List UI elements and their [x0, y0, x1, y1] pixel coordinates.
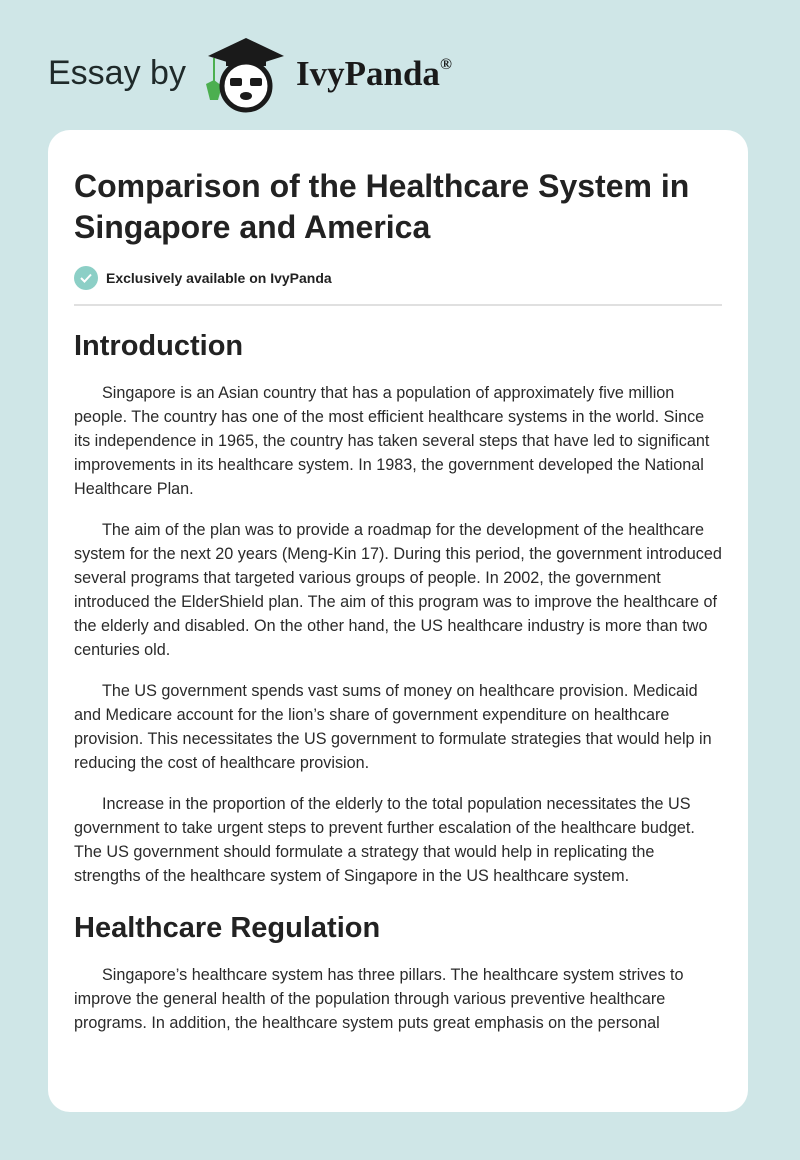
check-icon: [74, 266, 98, 290]
article-card: [48, 130, 748, 1112]
divider: [74, 304, 722, 306]
exclusive-badge: [74, 266, 722, 290]
brand-name[interactable]: [296, 54, 452, 94]
paragraph: Singapore’s healthcare system has three pillars. The healthcare system strives to improve the general health of the population through various preventive healthcare programs. In addition, the healthcare system puts great emphasis on the personal: [74, 966, 684, 1032]
ivypanda-logo-icon[interactable]: [200, 34, 290, 114]
brand-text: IvyPanda: [296, 54, 440, 93]
badge-text: Exclusively available on IvyPanda: [106, 270, 332, 286]
paragraph: The US government spends vast sums of money on healthcare provision. Medicaid and Medicare account for the lion’s share of government expenditure on healthcare provision. This necessitates the US government to formulate strategies that would help in reducing the cost of healthcare provision.: [74, 682, 712, 772]
essay-by-label: Essay by: [48, 54, 186, 92]
paragraph: The aim of the plan was to provide a roadmap for the development of the healthcare system for the next 20 years (Meng-Kin 17). During this period, the government introduced several programs that targeted various groups of people. In 2002, the government introduced the ElderShield plan. The aim of this program was to improve the healthcare of the elderly and disabled. On the other hand, the US healthcare industry is more than two centuries old.: [74, 521, 722, 659]
section-healthcare-regulation: [74, 912, 722, 1035]
article-title: Comparison of the Healthcare System in Singapore and America: [74, 168, 690, 245]
paragraph: Increase in the proportion of the elderly to the total population necessitates the US government to take urgent steps to prevent further escalation of the healthcare budget. The US government should formulate a strategy that would help in replicating the strengths of the healthcare system of Singapore in the US healthcare system.: [74, 795, 695, 885]
paragraph: Singapore is an Asian country that has a population of approximately five million people. The country has one of the most efficient healthcare systems in the world. Since its independence in 1965, the country has taken several steps that have led to significant improvements in its healthcare system. In 1983, the government developed the National Healthcare Plan.: [74, 384, 710, 498]
site-header: [0, 20, 800, 120]
section-heading: Introduction: [74, 330, 244, 362]
section-introduction: [74, 330, 722, 888]
registered-mark: ®: [439, 56, 452, 73]
section-heading: Healthcare Regulation: [74, 912, 381, 944]
